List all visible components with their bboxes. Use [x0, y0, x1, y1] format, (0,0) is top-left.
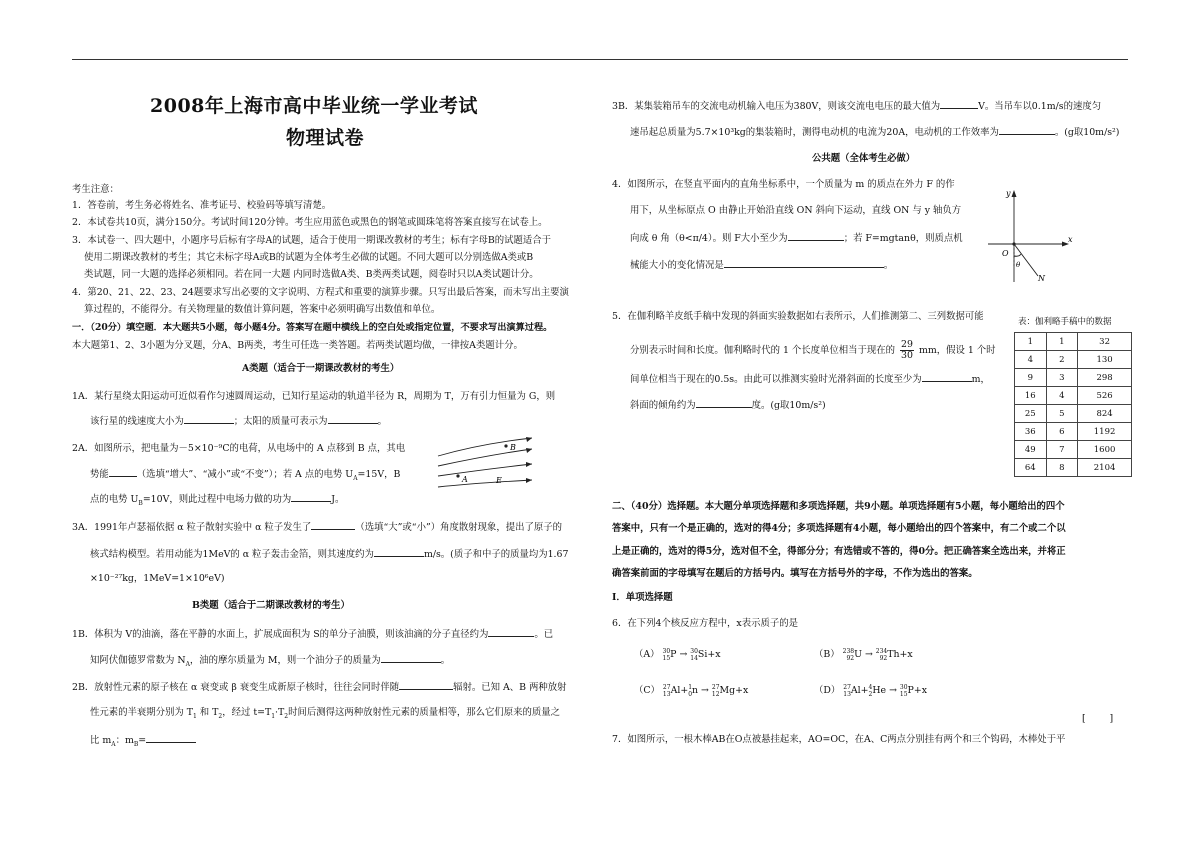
table-row [1015, 405, 1132, 423]
q1a-line1: 1A．某行星绕太阳运动可近似看作匀速圆周运动，已知行星运动的轨道半径为 R，周期为 T，万有引力恒量为 G，则 [72, 391, 556, 402]
label-b: B [510, 443, 516, 452]
electric-field-figure [436, 434, 536, 494]
table-cell: 64 [1015, 459, 1047, 477]
table-cell: 1192 [1078, 423, 1132, 441]
table-cell: 49 [1015, 441, 1047, 459]
answer-blank[interactable] [146, 733, 196, 743]
answer-blank[interactable] [381, 653, 441, 663]
q4-line4: 械能大小的变化情况是 。 [630, 260, 894, 271]
table-cell: 1 [1046, 333, 1078, 351]
table-cell: 2 [1046, 351, 1078, 369]
q3a-line3: ×10⁻²⁷kg，1MeV=1×10⁶eV) [90, 573, 225, 584]
table-cell: 36 [1015, 423, 1047, 441]
table-cell: 2104 [1078, 459, 1132, 477]
section2-line: 答案中，只有一个是正确的，选对的得4分；多项选择题有4小题，每小题给出的四个答案中，有二个或二个以 [612, 523, 1066, 534]
class-b-heading: B类题（适合于二期课改教材的考生） [192, 600, 350, 611]
option-a[interactable]: （A） 30 15P → 30 14Si+x [634, 647, 721, 662]
q5-line4: 斜面的倾角约为 度。(g取10m/s²) [630, 400, 826, 411]
label-a: A [462, 475, 468, 484]
q5-line3: 间单位相当于现在的0.5s。由此可以推测实验时光滑斜面的长度至少为 m， [630, 374, 990, 385]
table-row [1015, 423, 1132, 441]
q3b-line1: 3B．某集装箱吊车的交流电动机输入电压为380V，则该交流电电压的最大值为 V。当吊车以0.1m/s的速度匀 [612, 101, 1102, 112]
label-o: O [1002, 249, 1009, 258]
answer-blank[interactable] [696, 398, 752, 408]
table-cell: 5 [1046, 405, 1078, 423]
table-cell: 4 [1046, 387, 1078, 405]
label-y: y [1006, 189, 1011, 198]
answer-blank[interactable] [788, 231, 844, 241]
table-row [1015, 333, 1132, 351]
table-cell: 4 [1015, 351, 1047, 369]
notice-item: 3．本试卷一、四大题中，小题序号后标有字母A的试题，适合于使用一期课改教材的考生；标有字母B的试题适合于 [72, 235, 552, 246]
q2a-line2: 势能 （选填“增大”、“减小”或“不变”）；若 A 点的电势 $U_A=15V$，B [90, 469, 401, 482]
table-cell: 25 [1015, 405, 1047, 423]
table-caption: 表：伽利略手稿中的数据 [1018, 317, 1112, 327]
q2a-line3: 点的电势 $U_B=10V$，则此过程中电场力做的功为 J。 [90, 494, 345, 507]
single-choice-heading: Ⅰ．单项选择题 [612, 592, 673, 603]
answer-blank[interactable] [184, 414, 234, 424]
table-cell: 6 [1046, 423, 1078, 441]
option-c[interactable]: （C） 27 13Al+1 0n → 27 12Mg+x [634, 683, 749, 698]
table-row [1015, 459, 1132, 477]
q5-line2: 分别表示时间和长度。伽利略时代的 1 个长度单位相当于现在的 $\frac{29}{30}$ mm，假设 1 个时 [630, 339, 996, 361]
answer-blank[interactable] [311, 520, 355, 530]
q1a-line2: 该行星的线速度大小为 ；太阳的质量可表示为 。 [90, 416, 387, 427]
q4-line1: 4．如图所示，在竖直平面内的直角坐标系中，一个质量为 m 的质点在外力 F 的作 [612, 179, 955, 190]
fraction: $\frac{29}{30}$ [901, 339, 913, 361]
q1b-line1: 1B．体积为 V的油滴，落在平静的水面上，扩展成面积为 S的单分子油膜，则该油滴的分子直径约为 。已 [72, 629, 554, 640]
answer-blank[interactable] [724, 258, 884, 268]
q2b-line3: 比 $m_A$：$m_B=$ [90, 733, 196, 751]
notice-item: 1．答卷前，考生务必将姓名、准考证号、校验码等填写清楚。 [72, 200, 332, 211]
section2-line: 上是正确的，选对的得5分，选对但不全，得部分分；有选错或不答的，得0分。把正确答案全选出来，并将正 [612, 546, 1066, 557]
table-cell: 130 [1078, 351, 1132, 369]
section2-line: 确答案前面的字母填写在题后的方括号内。填写在方括号外的字母，不作为选出的答案。 [612, 568, 978, 579]
table-row [1015, 369, 1132, 387]
table-cell: 1 [1015, 333, 1047, 351]
public-heading: 公共题（全体考生必做） [812, 153, 916, 164]
answer-blank[interactable] [940, 99, 978, 109]
label-x: x [1068, 235, 1073, 244]
table-cell: 16 [1015, 387, 1047, 405]
notice-item: 算过程的，不能得分。有关物理量的数值计算问题，答案中必须明确写出数值和单位。 [84, 304, 441, 315]
q6-text: 6．在下列4个核反应方程中，x表示质子的是 [612, 618, 798, 629]
answer-blank[interactable] [374, 547, 424, 557]
option-b[interactable]: （B） 238 92U → 234 92Th+x [814, 647, 913, 662]
answer-blank[interactable] [488, 627, 534, 637]
table-cell: 298 [1078, 369, 1132, 387]
label-theta: θ [1016, 261, 1021, 269]
table-cell: 32 [1078, 333, 1132, 351]
exam-subtitle: 物理试卷 [286, 127, 365, 149]
q3a-line1: 3A．1991年卢瑟福依据 α 粒子散射实验中 α 粒子发生了 （选填“大”或“小”）角度散射现象，提出了原子的 [72, 522, 562, 533]
table-cell: 9 [1015, 369, 1047, 387]
label-e: E [496, 476, 502, 485]
table-cell: 3 [1046, 369, 1078, 387]
answer-bracket[interactable]: [ ] [1082, 713, 1114, 724]
galileo-data-table [1014, 332, 1132, 477]
section1-heading: 一．（20分）填空题．本大题共5小题，每小题4分。答案写在题中横线上的空白处或指定位置，不要求写出演算过程。 [72, 322, 553, 333]
answer-blank[interactable] [328, 414, 378, 424]
answer-blank[interactable] [399, 680, 453, 690]
table-cell: 7 [1046, 441, 1078, 459]
table-row [1015, 351, 1132, 369]
section2-line: 二、（40分）选择题。本大题分单项选择题和多项选择题，共9小题。单项选择题有5小题，每小题给出的四个 [612, 501, 1065, 512]
q3a-line2: 核式结构模型。若用动能为1MeV的 α 粒子轰击金箔，则其速度约为 m/s。(质子和中子的质量均为1.67 [90, 549, 569, 560]
label-n: N [1038, 274, 1045, 283]
q4-line3: 向成 θ 角（θ<π/4）。则 F大小至少为 ；若 F=mgtanθ，则质点机 [630, 233, 963, 244]
table-row [1015, 441, 1132, 459]
table-row [1015, 387, 1132, 405]
notice-item: 2．本试卷共10页，满分150分。考试时间120分钟。考生应用蓝色或黑色的钢笔或圆珠笔将答案直接写在试卷上。 [72, 217, 548, 228]
notice-heading: 考生注意： [72, 184, 119, 195]
table-cell: 526 [1078, 387, 1132, 405]
top-rule [72, 59, 1128, 60]
notice-item: 类试题，同一大题的选择必须相同。若在同一大题 内同时选做A类、B类两类试题，阅卷时只以A类试题计分。 [84, 269, 539, 280]
q4-line2: 用下，从坐标原点 O 由静止开始沿直线 ON 斜向下运动，直线 ON 与 y 轴负方 [630, 205, 962, 216]
q3b-line2: 速吊起总质量为5.7×10³kg的集装箱时，测得电动机的电流为20A，电动机的工作效率为 。(g取10m/s²) [630, 127, 1120, 138]
answer-blank[interactable] [999, 125, 1055, 135]
table-cell: 824 [1078, 405, 1132, 423]
q2a-line1: 2A．如图所示，把电量为－5×10⁻⁹C的电荷，从电场中的 A 点移到 B 点，其电 [72, 443, 406, 454]
q1b-line2: 知阿伏伽德罗常数为 $N_A$，油的摩尔质量为 M，则一个油分子的质量为 。 [90, 655, 451, 668]
table-cell: 8 [1046, 459, 1078, 477]
q2b-line1: 2B．放射性元素的原子核在 α 衰变或 β 衰变生成新原子核时，往往会同时伴随 辐射。已知 A、B 两种放射 [72, 682, 567, 693]
table-cell: 1600 [1078, 441, 1132, 459]
section1-note: 本大题第1、2、3小题为分叉题，分A、B两类，考生可任选一类答题。若两类试题均做，一律按A类题计分。 [72, 340, 523, 351]
q7-text: 7．如图所示，一根木棒AB在O点被悬挂起来，AO=OC，在A、C两点分别挂有两个和三个钩码，木棒处于平 [612, 734, 1066, 745]
answer-blank[interactable] [109, 467, 137, 477]
answer-blank[interactable] [922, 372, 972, 382]
option-d[interactable]: （D） 27 13Al+4 2He → 30 15P+x [814, 683, 927, 698]
notice-item: 使用二期课改教材的考生；其它未标字母A或B的试题为全体考生必做的试题。不同大题可以分别选做A类或B [84, 252, 534, 263]
q5-line1: 5．在伽利略羊皮纸手稿中发现的斜面实验数据如右表所示，人们推测第二、三列数据可能 [612, 311, 984, 322]
exam-title: 2008年上海市高中毕业统一学业考试 [150, 95, 478, 117]
q2b-line2: 性元素的半衰期分别为 $T_1$ 和 $T_2$，经过 $t=T_1\cdot T_2$时间后测得这两种放射性元素的质量相等，那么它们原来的质量之 [90, 707, 560, 720]
notice-item: 4．第20、21、22、23、24题要求写出必要的文字说明、方程式和重要的演算步骤。只写出最后答案，而未写出主要演 [72, 287, 569, 298]
class-a-heading: A类题（适合于一期课改教材的考生） [242, 363, 400, 374]
coordinate-figure [984, 186, 1076, 286]
answer-blank[interactable] [291, 492, 331, 502]
